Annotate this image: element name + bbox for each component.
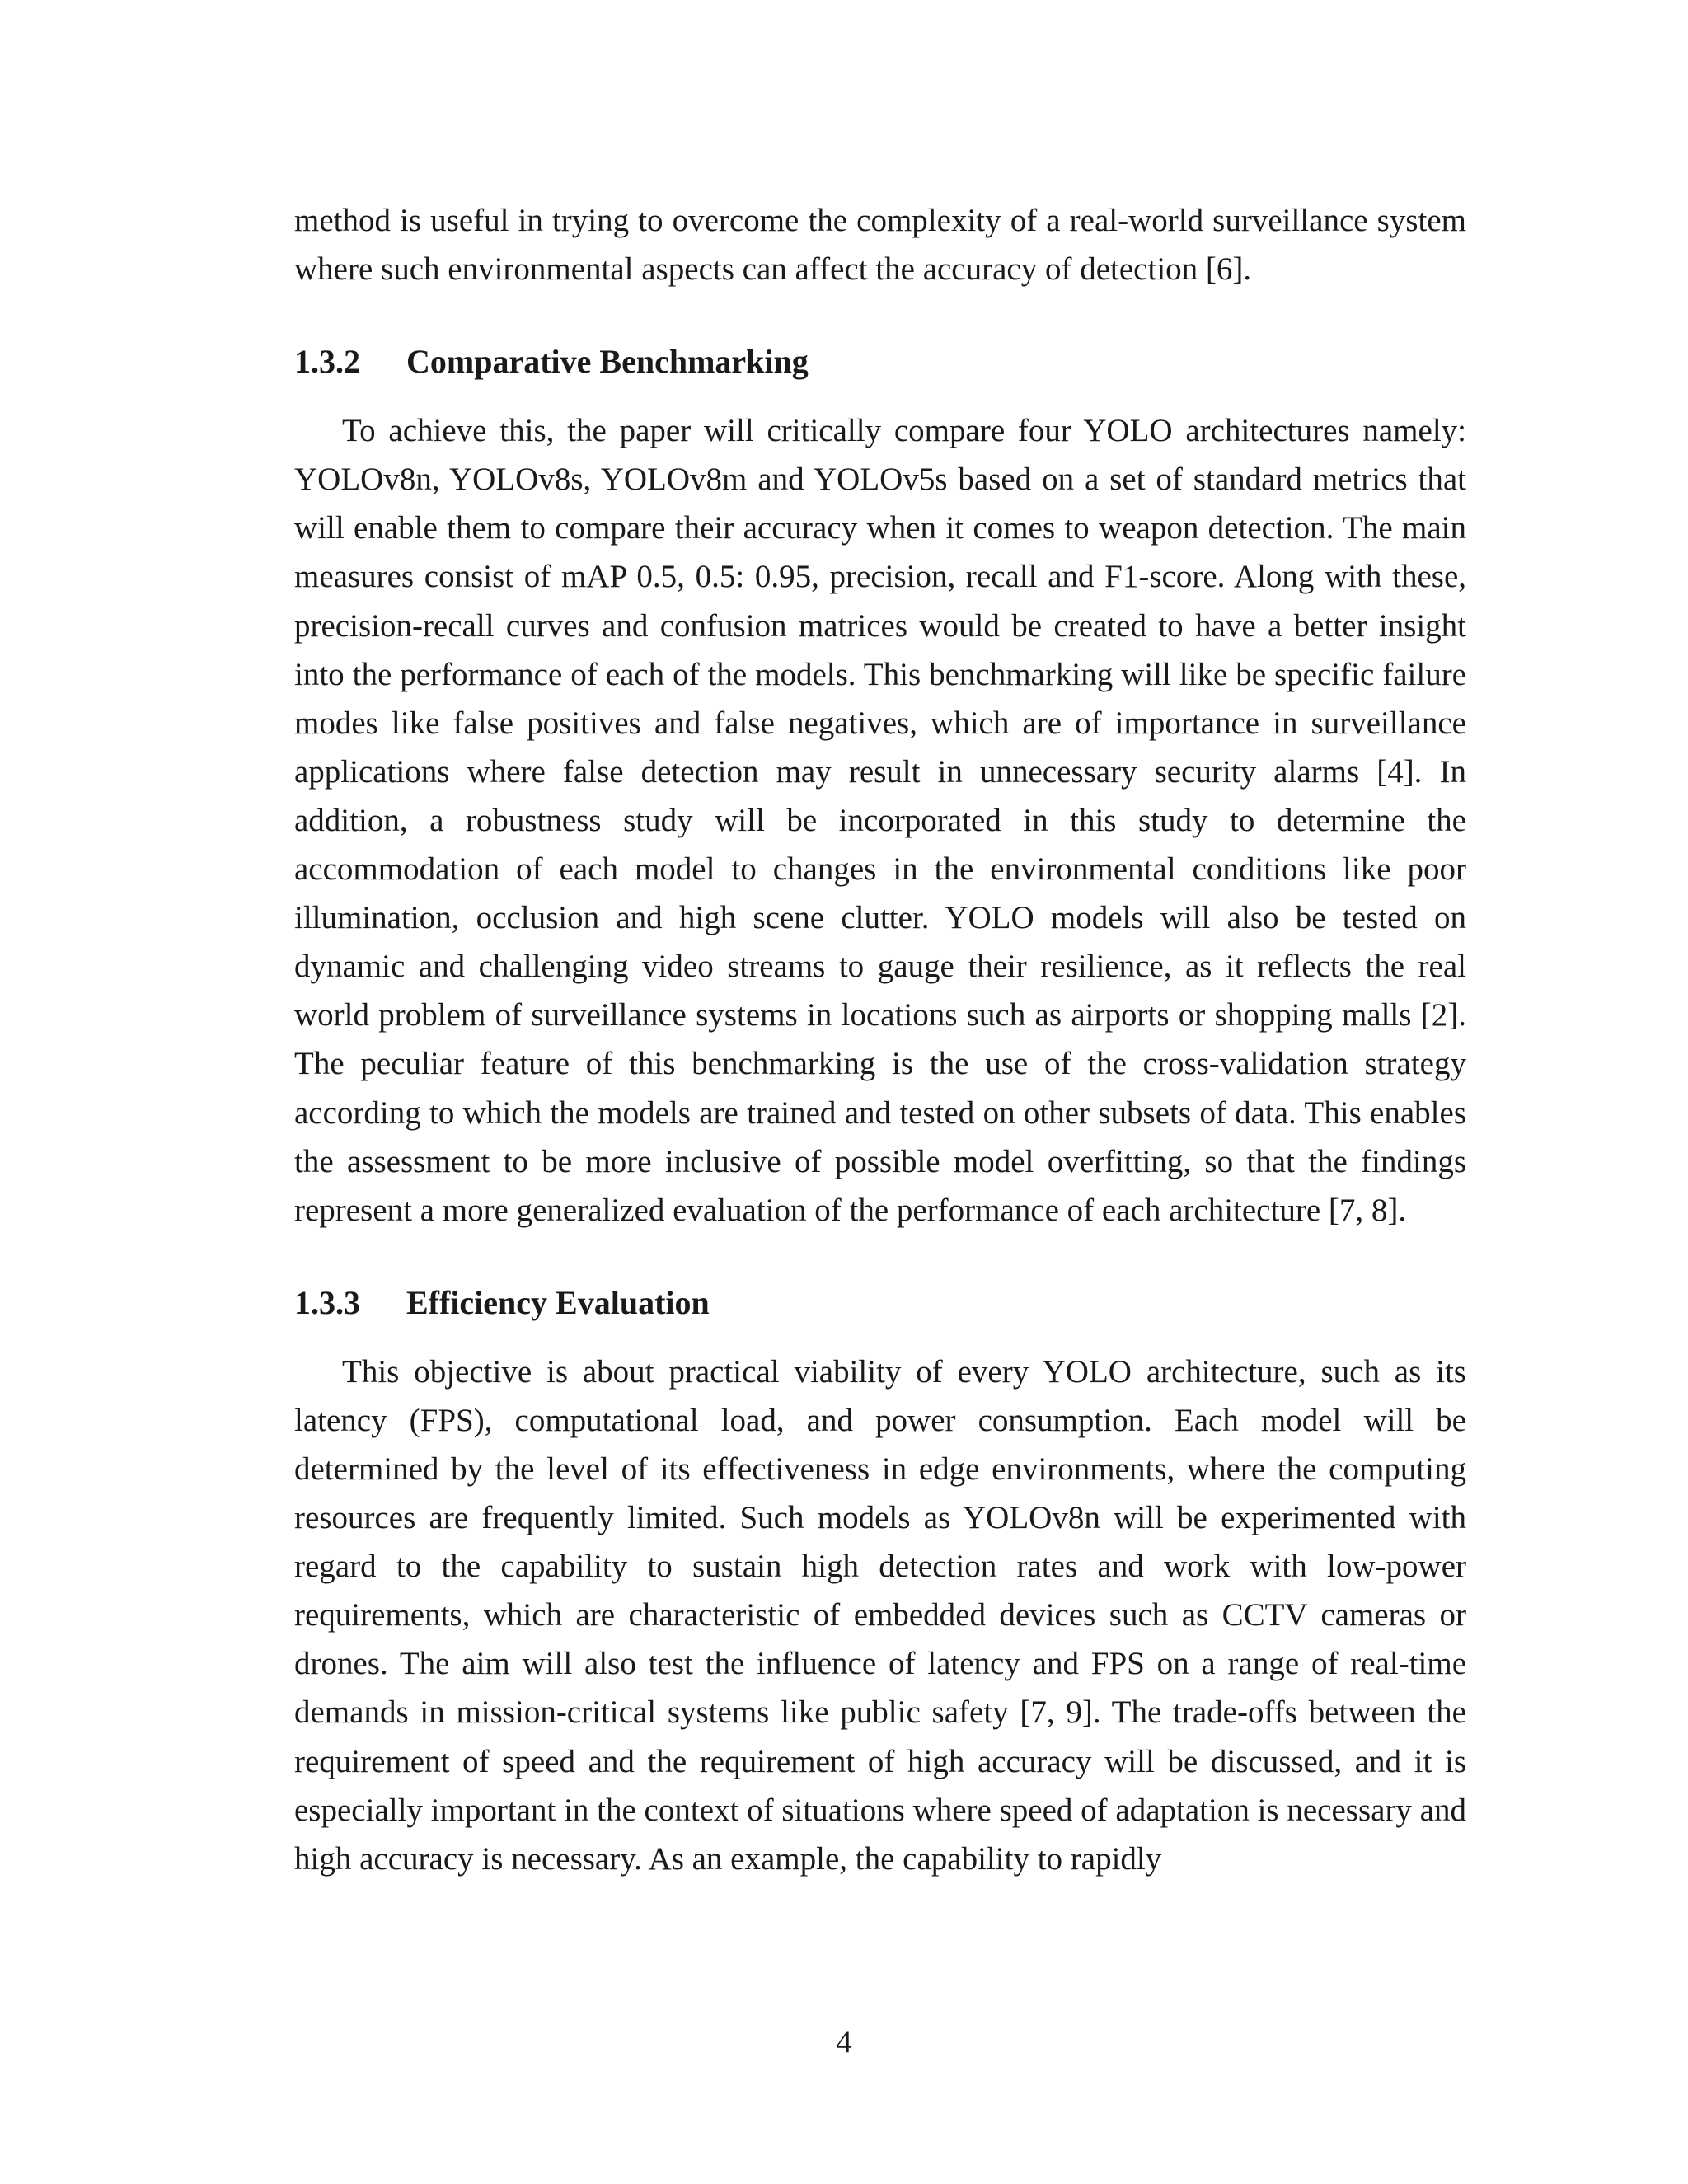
page-number: 4	[836, 2024, 852, 2060]
section-number: 1.3.3	[294, 1283, 360, 1321]
section-heading-comparative-benchmarking	[294, 337, 1466, 386]
section-number: 1.3.2	[294, 343, 360, 381]
paragraph-continuation: method is useful in trying to overcome the complexity of a real-world surveillance system where such environmental aspects can affect the accuracy of detection [6].	[294, 203, 1466, 288]
section-title: Comparative Benchmarking	[406, 343, 809, 381]
section-heading-efficiency-evaluation	[294, 1278, 1466, 1327]
page-body	[294, 196, 1466, 1883]
paragraph-efficiency-evaluation: This objective is about practical viability of every YOLO architecture, such as its latency (FPS), computational load, and power consumption. Each model will be determined by the level of its effectiveness in edge environments, where the computing resources are frequently limited. Such models as YOLOv8n will be experimented with regard to the capability to sustain high detection rates and work with low-power requirements, which are characteristic of embedded devices such as CCTV cameras or drones. The aim will also test the influence of latency and FPS on a range of real-time demands in mission-critical systems like public safety [7, 9]. The trade-offs between the requirement of speed and the requirement of high accuracy will be discussed, and it is especially important in the context of situations where speed of adaptation is necessary and high accuracy is necessary. As an example, the capability to rapidly	[294, 1353, 1466, 1877]
section-title: Efficiency Evaluation	[406, 1283, 710, 1321]
paragraph-comparative-benchmarking: To achieve this, the paper will critically compare four YOLO architectures namely: YOLOv8n, YOLOv8s, YOLOv8m and YOLOv5s based on a set of standard metrics that will enable them to compare their accuracy when it comes to weapon detection. The main measures consist of mAP 0.5, 0.5: 0.95, precision, recall and F1-score. Along with these, precision-recall curves and confusion matrices would be created to have a better insight into the performance of each of the models. This benchmarking will like be specific failure modes like false positives and false negatives, which are of importance in surveillance applications where false detection may result in unnecessary security alarms [4]. In addition, a robustness study will be incorporated in this study to determine the accommodation of each model to changes in the environmental conditions like poor illumination, occlusion and high scene clutter. YOLO models will also be tested on dynamic and challenging video streams to gauge their resilience, as it reflects the real world problem of surveillance systems in locations such as airports or shopping malls [2]. The peculiar feature of this benchmarking is the use of the cross-validation strategy according to which the models are trained and tested on other subsets of data. This enables the assessment to be more inclusive of possible model overfitting, so that the findings represent a more generalized evaluation of the performance of each architecture [7, 8].	[294, 413, 1466, 1228]
